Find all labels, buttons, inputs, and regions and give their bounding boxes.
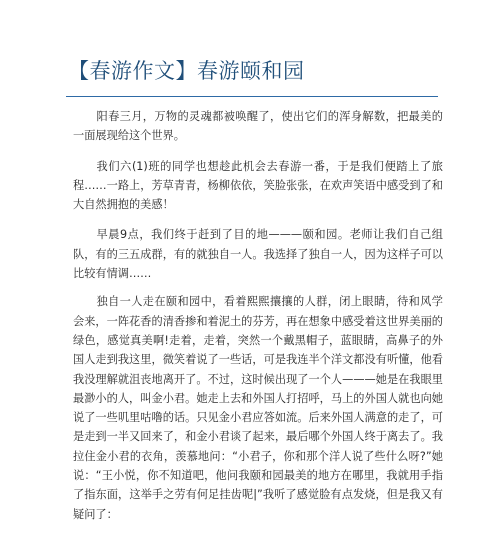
paragraph-journey: 我们六(1)班的同学也想趁此机会去春游一番，于是我们便踏上了旅程……一路上，芳草青青，杨柳依依，笑脸张张，在欢声笑语中感受到了和大自然拥抱的美感！ (73, 159, 443, 212)
paragraph-intro: 阳春三月，万物的灵魂都被唤醒了，使出它们的浑身解数，把最美的一面展现给这个世界。 (73, 110, 443, 143)
article-body (73, 107, 443, 535)
title-divider (66, 96, 438, 97)
paragraph-encounter: 独自一人走在颐和园中，看着熙熙攘攘的人群，闭上眼睛，待和风学会来，一阵花香的清香掺和着泥土的芬芳，再在想象中感受着这世界美丽的绿色，感觉真美啊!走着，走着，突然一个戴黑帽子，蓝眼睛，高鼻子的外国人走到我这里，微笑着说了一些话，可是我连半个洋文都没有听懂，他看我没理解就沮丧地离开了。不过，这时候出现了一个人———她是在我眼里最渺小的人，叫金小君。她走上去和外国人打招呼，马上的外国人就也向她说了一些叽里咕噜的话。只见金小君应答如流。后来外国人满意的走了，可是走到一半又回来了，和金小君谈了起来，最后哪个外国人终于离去了。我拉住金小君的衣角，羡慕地问：“小君子，你和那个洋人说了些什么呀?”她说：“王小悦，你不知道吧，他问我颐和园最美的地方在哪里，我就用手指了指东面，这举手之劳有何足挂齿呢|”我听了感觉脸有点发烧，但是我又有疑问了： (73, 295, 443, 521)
paragraph-arrival: 早晨9点，我们终于赶到了目的地———颐和园。老师让我们自己组队，有的三五成群，有的就独自一人。我选择了独自一人，因为这样子可以比较有情调…… (73, 228, 443, 281)
article-title: 【春游作文】春游颐和园 (68, 59, 305, 83)
